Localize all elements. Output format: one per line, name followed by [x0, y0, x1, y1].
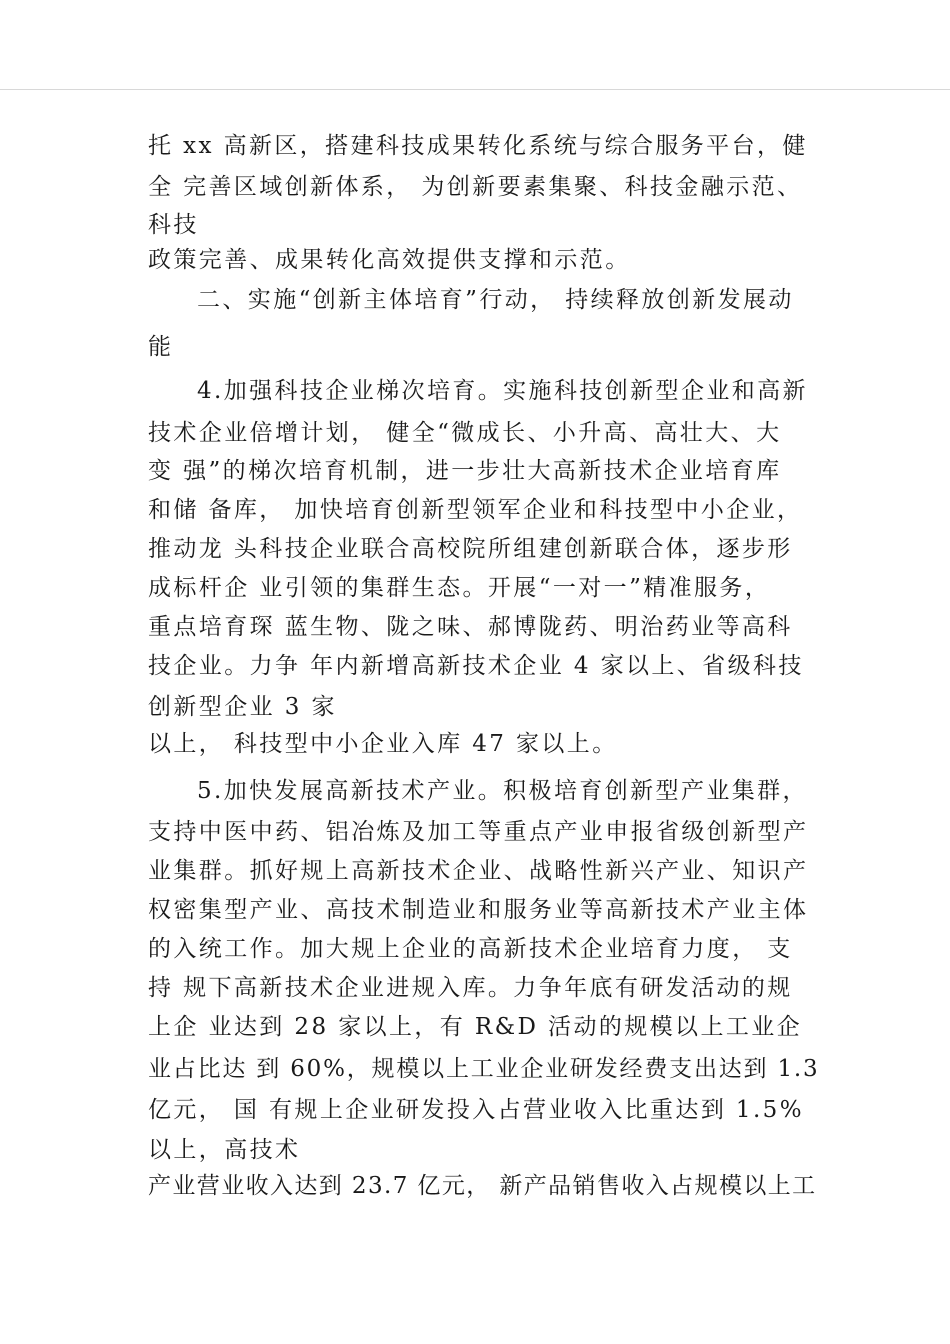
text-line: 支持中医中药、铝冶炼及加工等重点产业申报省级创新型产	[148, 819, 809, 845]
text-line: 以上， 科技型中小企业入库 47 家以上。	[148, 731, 618, 757]
text-line: 业占比达 到 60%，规模以上工业企业研发经费支出达到 1.3	[148, 1056, 820, 1082]
text-line: 全 完善区域创新体系， 为创新要素集聚、科技金融示范、	[148, 174, 803, 200]
text-line: 托 xx 高新区，搭建科技成果转化系统与综合服务平台，健	[148, 133, 808, 159]
text-line: 业集群。抓好规上高新技术企业、战略性新兴产业、知识产	[148, 858, 809, 884]
text-line: 亿元， 国 有规上企业研发投入占营业收入比重达到 1.5%	[148, 1097, 804, 1123]
text-line: 推动龙 头科技企业联合高校院所组建创新联合体，逐步形	[148, 536, 793, 562]
text-line: 技企业。力争 年内新增高新技术企业 4 家以上、省级科技	[148, 653, 804, 679]
text-line: 权密集型产业、高技术制造业和服务业等高新技术产业主体	[148, 897, 809, 923]
text-line: 重点培育琛 蓝生物、陇之味、郝博陇药、明治药业等高科	[148, 614, 793, 640]
text-line: 以上，高技术	[148, 1137, 301, 1163]
section-heading: 二、实施“创新主体培育”行动， 持续释放创新发展动	[197, 287, 794, 313]
text-line: 和储 备库， 加快培育创新型领军企业和科技型中小企业，	[148, 497, 803, 523]
text-line: 政策完善、成果转化高效提供支撑和示范。	[148, 247, 631, 273]
text-line: 产业营业收入达到 23.7 亿元， 新产品销售收入占规模以上工	[148, 1173, 817, 1199]
text-line: 成标杆企 业引领的集群生态。开展“一对一”精准服务，	[148, 575, 771, 601]
text-line: 科技	[148, 212, 199, 238]
text-line: 创新型企业 3 家	[148, 694, 337, 720]
text-line: 技术企业倍增计划， 健全“微成长、小升高、高壮大、大	[148, 420, 782, 446]
text-line: 变 强”的梯次培育机制，进一步壮大高新技术企业培育库	[148, 458, 782, 484]
text-line: 上企 业达到 28 家以上，有 R&D 活动的规模以上工业企	[148, 1014, 803, 1040]
text-line: 能	[148, 334, 174, 360]
text-line: 持 规下高新技术企业进规入库。力争年底有研发活动的规	[148, 975, 793, 1001]
paragraph-heading-4: 4.加强科技企业梯次培育。实施科技创新型企业和高新	[197, 378, 808, 404]
paragraph-heading-5: 5.加快发展高新技术产业。积极培育创新型产业集群，	[197, 778, 808, 804]
text-line: 的入统工作。加大规上企业的高新技术企业培育力度， 支	[148, 936, 793, 962]
